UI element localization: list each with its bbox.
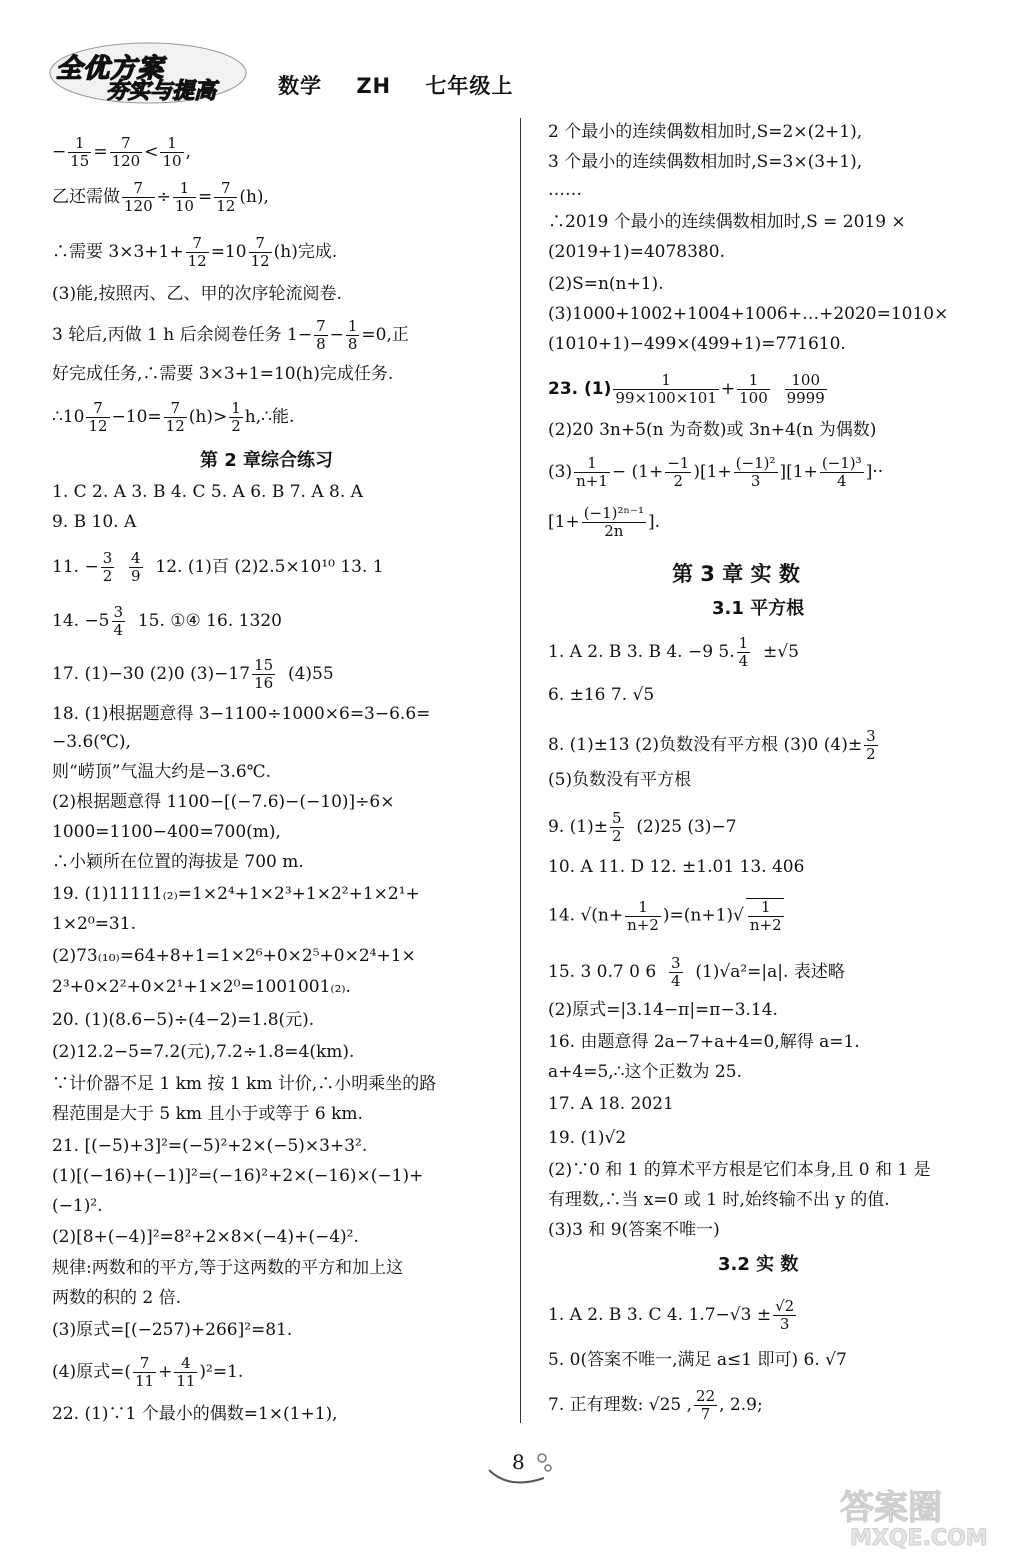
- fraction: $\frac{1}{10}$: [162, 134, 182, 170]
- fraction: $\frac{7}{12}$: [216, 179, 236, 215]
- b-answer-9: 9. (1)± $\frac{5}{2}$ (2)25 (3)−7: [548, 809, 737, 845]
- answer-22-line1: 22. (1)∵1 个最小的偶数=1×(1+1),: [52, 1404, 338, 1424]
- b-answer-19-4: (3)3 和 9(答案不唯一): [548, 1220, 720, 1240]
- fraction: $\frac{7}{120}$: [124, 179, 153, 215]
- left-line-7: ∴10 $\frac{7}{12}$ −10= $\frac{7}{12}$ (h)> $\frac{1}{2}$ h,∴能.: [52, 399, 295, 435]
- fraction: $\frac{3}{4}$: [670, 954, 681, 990]
- c-answers-5-6: 5. 0(答案不唯一,满足 a≤1 即可) 6. √7: [548, 1350, 847, 1370]
- fraction: $\frac{7}{12}$: [165, 399, 185, 435]
- b-answer-15: 15. 3 0.7 0 6 $\frac{3}{4}$ (1)√a²=|a|. 表述略: [548, 954, 845, 990]
- b-answer-15-2: (2)原式=|3.14−π|=π−3.14.: [548, 1000, 778, 1020]
- fraction: $\frac{\text{(−1)²ⁿ⁻¹}}{2n}$: [583, 504, 644, 540]
- answer-21-line6: 两数的积的 2 倍.: [52, 1288, 182, 1308]
- answer-20-line1: 20. (1)(8.6−5)÷(4−2)=1.8(元).: [52, 1010, 315, 1030]
- fraction: $\frac{7}{8}$: [316, 317, 326, 353]
- b-answer-14: 14. √(n+ $\frac{1}{n+2}$ )=(n+1)√ $\frac{1}{n+2}$: [548, 897, 782, 934]
- b-answers-6-7: 6. ±16 7. √5: [548, 685, 655, 705]
- fraction: $\frac{4}{11}$: [176, 1354, 196, 1390]
- fraction: $\frac{3}{2}$: [866, 727, 876, 763]
- answers-1-8: 1. C 2. A 3. B 4. C 5. A 6. B 7. A 8. A: [52, 482, 363, 502]
- fraction: $\frac{3}{2}$: [102, 549, 113, 585]
- answer-23-1: 23. (1) $\frac{1}{99\times 100\times 101}$ + $\frac{1}{100}$ $\frac{100}{9999}$: [548, 371, 825, 407]
- answer-21-line8: (4)原式=( $\frac{7}{11}$ + $\frac{4}{11}$ )²=1.: [52, 1354, 244, 1390]
- fraction: $\frac{7}{11}$: [134, 1354, 155, 1390]
- answer-21-line5: 规律:两数和的平方,等于这两数的平方和加上这: [52, 1258, 404, 1278]
- fraction: $\frac{5}{2}$: [611, 809, 622, 845]
- answer-21-line1: 21. [(−5)+3]²=(−5)²+2×(−5)×3+3².: [52, 1136, 368, 1156]
- section-title-ch3: 第 3 章 实 数: [672, 562, 800, 586]
- left-line-1: − $\frac{1}{15}$ = $\frac{7}{120}$ < $\frac{1}{10}$ ,: [52, 134, 191, 170]
- c-answer-7: 7. 正有理数: √25 , $\frac{22}{7}$ , 2.9;: [548, 1387, 763, 1423]
- page-header: [278, 70, 539, 100]
- answer-19-line2: 1×2⁰=31.: [52, 914, 136, 934]
- answer-21-line7: (3)原式=[(−257)+266]²=81.: [52, 1320, 293, 1340]
- b-answer-19-2: (2)∵0 和 1 的算术平方根是它们本身,且 0 和 1 是: [548, 1160, 931, 1180]
- section-title-ch2: 第 2 章综合练习: [200, 450, 334, 471]
- b-answer-8-5: (5)负数没有平方根: [548, 770, 692, 790]
- answer-17: 17. (1)−30 (2)0 (3)−17 $\frac{15}{16}$ (4)55: [52, 656, 334, 692]
- answers-9-10: 9. B 10. A: [52, 512, 137, 532]
- fraction: $\frac{7}{12}$: [187, 234, 207, 270]
- section-title-3-1: 3.1 平方根: [712, 598, 805, 619]
- answer-19-line3: (2)73₍₁₀₎=64+8+1=1×2⁶+0×2⁵+0×2⁴+1×: [52, 946, 416, 966]
- fraction: $\frac{\text{(−1)²}}{3}$: [735, 454, 776, 490]
- answers-11-13: 11. − $\frac{3}{2}$ $\frac{4}{9}$ 12. (1)百 (2)2.5×10¹⁰ 13. 1: [52, 549, 384, 585]
- b-answer-19-3: 有理数,∴当 x=0 或 1 时,始终输不出 y 的值.: [548, 1190, 890, 1210]
- fraction: $\frac{1}{99\times 100\times 101}$: [615, 371, 717, 407]
- answer-23-2: (2)20 3n+5(n 为奇数)或 3n+4(n 为偶数): [548, 420, 877, 440]
- right-line-2: 3 个最小的连续偶数相加时,S=3×(3+1),: [548, 152, 863, 172]
- right-line-5: (2019+1)=4078380.: [548, 242, 725, 262]
- b-answer-16: 16. 由题意得 2a−7+a+4=0,解得 a=1.: [548, 1032, 860, 1052]
- fraction: $\frac{3}{4}$: [113, 603, 124, 639]
- answer-18-line6: ∴小颖所在位置的海拔是 700 m.: [52, 852, 304, 872]
- answer-23-3-cont: [1+ $\frac{\text{(−1)²ⁿ⁻¹}}{2n}$ ].: [548, 504, 660, 540]
- fraction: $\frac{1}{4}$: [738, 634, 749, 670]
- header-edition: ZH: [356, 74, 392, 98]
- fraction: $\frac{100}{9999}$: [786, 371, 825, 407]
- fraction: $\frac{4}{9}$: [131, 549, 141, 585]
- right-line-1: 2 个最小的连续偶数相加时,S=2×(2+1),: [548, 122, 863, 142]
- fraction: $\frac{√2}{3}$: [775, 1297, 795, 1333]
- fraction: $\frac{22}{7}$: [696, 1387, 716, 1423]
- book-logo: [48, 40, 248, 106]
- answer-20-line2: (2)12.2−5=7.2(元),7.2÷1.8=4(km).: [52, 1042, 355, 1062]
- answer-18-line2: −3.6(℃),: [52, 732, 131, 752]
- answer-23-3: (3) $\frac{1}{n+1}$ − (1+ $\frac{-1}{2}$ )[1+ $\frac{\text{(−1)²}}{3}$ ][1+ $\frac{\text{(−1)³}}{4}$ ]··: [548, 454, 884, 490]
- answer-19-line4: 2³+0×2²+0×2¹+1×2⁰=1001001₍₂₎.: [52, 977, 351, 997]
- header-subject: 数学: [278, 74, 322, 98]
- b-answer-19: 19. (1)√2: [548, 1128, 627, 1148]
- fraction: $\frac{1}{8}$: [347, 317, 358, 353]
- answer-21-line4: (2)[8+(−4)]²=8²+2×8×(−4)+(−4)².: [52, 1227, 359, 1247]
- fraction: $\frac{7}{120}$: [111, 134, 141, 170]
- fraction: $\frac{1}{15}$: [70, 134, 90, 170]
- b-answers-17-18: 17. A 18. 2021: [548, 1094, 674, 1114]
- fraction: $\frac{1}{10}$: [174, 179, 194, 215]
- watermark-logo: 答案圈: [840, 1488, 942, 1528]
- watermark-url: MXQE.COM: [850, 1526, 988, 1551]
- answer-20-line3: ∵计价器不足 1 km 按 1 km 计价,∴小明乘坐的路: [52, 1074, 437, 1094]
- section-title-3-2: 3.2 实 数: [718, 1254, 799, 1275]
- b-answers-1-5: 1. A 2. B 3. B 4. −9 5. $\frac{1}{4}$ ±√5: [548, 634, 799, 670]
- left-line-4: (3)能,按照丙、乙、甲的次序轮流阅卷.: [52, 284, 342, 304]
- fraction: $\frac{1}{100}$: [739, 371, 768, 407]
- column-divider: [520, 118, 521, 1423]
- answers-14-16: 14. −5 $\frac{3}{4}$ 15. ①④ 16. 1320: [52, 603, 282, 639]
- left-line-6: 好完成任务,∴需要 3×3+1=10(h)完成任务.: [52, 364, 394, 384]
- fraction: $\frac{1}{n+2}$: [627, 897, 659, 934]
- right-line-6: (2)S=n(n+1).: [548, 274, 664, 294]
- right-line-4: ∴2019 个最小的连续偶数相加时,S = 2019 ×: [548, 212, 906, 232]
- fraction: $\frac{7}{12}$: [250, 234, 270, 270]
- answer-18-line5: 1000=1100−400=700(m),: [52, 822, 281, 842]
- page-number: 8: [512, 1450, 525, 1474]
- fraction: $\frac{-1}{2}$: [667, 454, 690, 490]
- logo-subtitle: 夯实与提高: [106, 79, 217, 104]
- right-line-8: (1010+1)−499×(499+1)=771610.: [548, 334, 846, 354]
- answer-21-line2: (1)[(−16)+(−1)]²=(−16)²+2×(−16)×(−1)+: [52, 1166, 424, 1186]
- answer-19-line1: 19. (1)11111₍₂₎=1×2⁴+1×2³+1×2²+1×2¹+: [52, 884, 420, 904]
- left-line-2: 乙还需做 $\frac{7}{120}$ ÷ $\frac{1}{10}$ = $\frac{7}{12}$ (h),: [52, 179, 269, 215]
- answer-20-line4: 程范围是大于 5 km 且小于或等于 6 km.: [52, 1104, 363, 1124]
- b-answers-10-13: 10. A 11. D 12. ±1.01 13. 406: [548, 857, 805, 877]
- fraction: $\frac{\text{(−1)³}}{4}$: [821, 454, 862, 490]
- right-line-7: (3)1000+1002+1004+1006+…+2020=1010×: [548, 304, 949, 324]
- fraction: $\frac{1}{n+1}$: [576, 454, 608, 490]
- header-grade: 七年级上: [425, 74, 514, 98]
- b-answer-8: 8. (1)±13 (2)负数没有平方根 (3)0 (4)± $\frac{3}{2}$: [548, 727, 876, 763]
- left-line-3: ∴需要 3×3+1+ $\frac{7}{12}$ =10 $\frac{7}{12}$ (h)完成.: [52, 234, 338, 270]
- left-line-5: 3 轮后,丙做 1 h 后余阅卷任务 1− $\frac{7}{8}$ − $\frac{1}{8}$ =0,正: [52, 317, 409, 353]
- answer-18-line3: 则“崂顶”气温大约是−3.6℃.: [52, 762, 272, 782]
- logo-title: 全优方案: [56, 54, 165, 84]
- answer-21-line3: (−1)².: [52, 1196, 103, 1216]
- fraction: $\frac{1}{n+2}$: [746, 898, 784, 934]
- fraction: $\frac{1}{2}$: [231, 399, 241, 435]
- b-answer-16-2: a+4=5,∴这个正数为 25.: [548, 1062, 742, 1082]
- c-answers-1-4: 1. A 2. B 3. C 4. 1.7−√3 ± $\frac{√2}{3}$: [548, 1297, 795, 1333]
- fraction: $\frac{15}{16}$: [254, 656, 274, 692]
- fraction: $\frac{7}{12}$: [88, 399, 108, 435]
- right-line-3: ……: [548, 180, 582, 200]
- answer-18-line1: 18. (1)根据题意得 3−1100÷1000×6=3−6.6=: [52, 704, 431, 724]
- answer-18-line4: (2)根据题意得 1100−[(−7.6)−(−10)]÷6×: [52, 792, 395, 812]
